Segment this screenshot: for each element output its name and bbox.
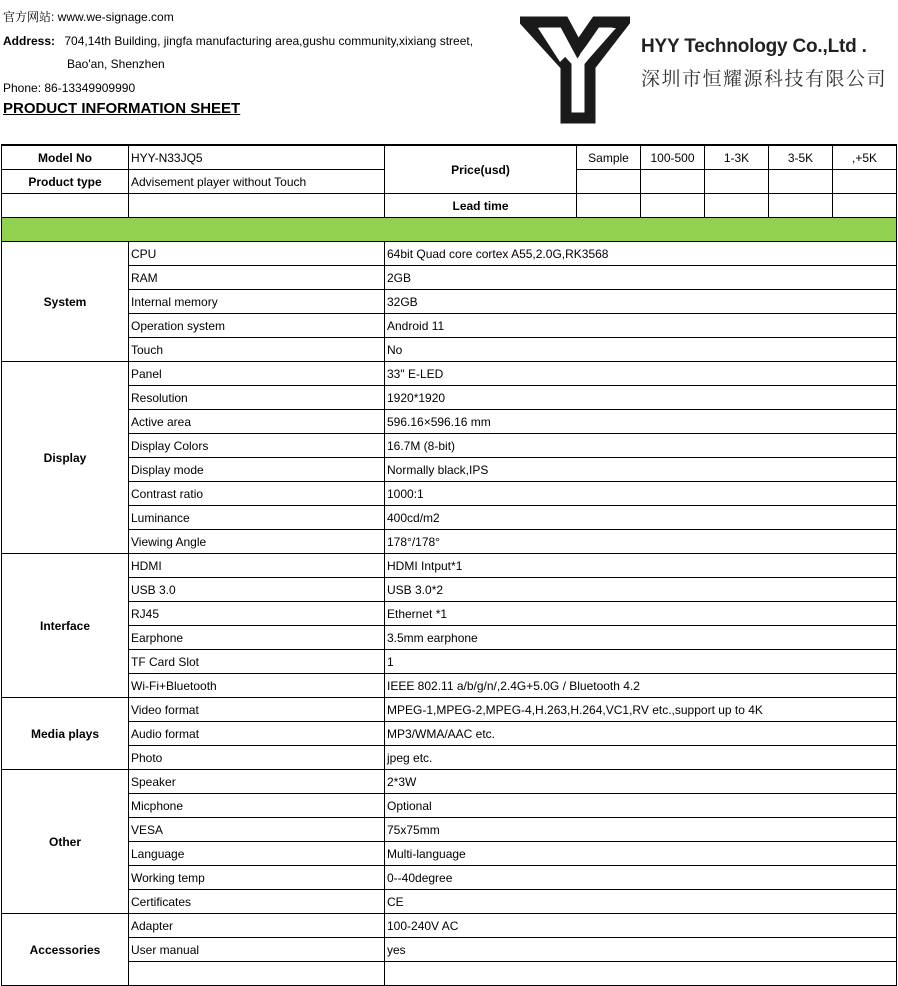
spec-row xyxy=(2,842,897,866)
spec-value: CE xyxy=(385,890,897,914)
phone-line: Phone: 86-13349909990 xyxy=(3,81,136,95)
spec-name: Panel xyxy=(129,362,385,386)
price-cell xyxy=(705,170,769,194)
spec-row xyxy=(2,962,897,986)
lead-time-cell xyxy=(769,194,833,218)
spec-row xyxy=(2,290,897,314)
spec-value: HDMI Intput*1 xyxy=(385,554,897,578)
spec-name: Video format xyxy=(129,698,385,722)
spec-category: Media plays xyxy=(2,698,129,770)
spec-name: Viewing Angle xyxy=(129,530,385,554)
spec-row xyxy=(2,770,897,794)
product-type-label: Product type xyxy=(2,170,129,194)
sheet-title: PRODUCT INFORMATION SHEET xyxy=(3,100,241,117)
spec-name: Operation system xyxy=(129,314,385,338)
spec-row xyxy=(2,674,897,698)
spec-name: Contrast ratio xyxy=(129,482,385,506)
spec-name xyxy=(129,962,385,986)
spec-row xyxy=(2,410,897,434)
spec-value: IEEE 802.11 a/b/g/n/,2.4G+5.0G / Bluetooth 4.2 xyxy=(385,674,897,698)
spec-value: MPEG-1,MPEG-2,MPEG-4,H.263,H.264,VC1,RV etc.,support up to 4K xyxy=(385,698,897,722)
spec-row xyxy=(2,314,897,338)
spec-row xyxy=(2,530,897,554)
section-divider xyxy=(2,218,897,242)
spec-row xyxy=(2,650,897,674)
model-row xyxy=(2,145,897,170)
spec-row xyxy=(2,554,897,578)
spec-name: Earphone xyxy=(129,626,385,650)
spec-value: USB 3.0*2 xyxy=(385,578,897,602)
spec-name: Resolution xyxy=(129,386,385,410)
company-name-en: HYY Technology Co.,Ltd . xyxy=(641,36,867,57)
spec-row xyxy=(2,242,897,266)
spec-row xyxy=(2,794,897,818)
lead-time-row xyxy=(2,194,897,218)
spec-category: System xyxy=(2,242,129,362)
website-link[interactable]: www.we-signage.com xyxy=(57,10,174,24)
spec-name: Working temp xyxy=(129,866,385,890)
spec-name: HDMI xyxy=(129,554,385,578)
spec-row xyxy=(2,818,897,842)
spec-name: Language xyxy=(129,842,385,866)
spec-value: Normally black,IPS xyxy=(385,458,897,482)
spec-row xyxy=(2,746,897,770)
spec-row xyxy=(2,362,897,386)
spec-value: 100-240V AC xyxy=(385,914,897,938)
spec-row xyxy=(2,602,897,626)
spec-value: Android 11 xyxy=(385,314,897,338)
spec-row xyxy=(2,434,897,458)
spec-row xyxy=(2,890,897,914)
price-cell xyxy=(577,170,641,194)
spec-row xyxy=(2,626,897,650)
price-tier-1-3k: 1-3K xyxy=(705,145,769,170)
spec-name: Adapter xyxy=(129,914,385,938)
spec-name: Certificates xyxy=(129,890,385,914)
spec-row xyxy=(2,338,897,362)
spec-row xyxy=(2,866,897,890)
lead-time-cell xyxy=(833,194,897,218)
lead-time-label: Lead time xyxy=(385,194,577,218)
spec-value: 33" E-LED xyxy=(385,362,897,386)
spec-name: CPU xyxy=(129,242,385,266)
spec-value: Multi-language xyxy=(385,842,897,866)
website-line xyxy=(3,9,174,25)
spec-row xyxy=(2,722,897,746)
address-text-1: 704,14th Building, jingfa manufacturing area,gushu community,xixiang street, xyxy=(64,34,474,48)
spec-value xyxy=(385,962,897,986)
spec-name: RJ45 xyxy=(129,602,385,626)
model-no-label: Model No xyxy=(2,145,129,170)
spec-value: 2GB xyxy=(385,266,897,290)
company-logo xyxy=(520,14,630,124)
spec-row xyxy=(2,914,897,938)
spec-value: Optional xyxy=(385,794,897,818)
spec-name: Touch xyxy=(129,338,385,362)
spec-name: Display Colors xyxy=(129,434,385,458)
spec-row xyxy=(2,506,897,530)
spec-name: User manual xyxy=(129,938,385,962)
spec-name: Photo xyxy=(129,746,385,770)
spec-name: Active area xyxy=(129,410,385,434)
spec-value: 1920*1920 xyxy=(385,386,897,410)
spec-name: Internal memory xyxy=(129,290,385,314)
spec-row xyxy=(2,386,897,410)
spec-row xyxy=(2,266,897,290)
product-type-value: Advisement player without Touch xyxy=(129,170,385,194)
empty-cell xyxy=(129,194,385,218)
spec-value: No xyxy=(385,338,897,362)
spec-value: 1000:1 xyxy=(385,482,897,506)
price-tier-3-5k: 3-5K xyxy=(769,145,833,170)
section-divider-row xyxy=(2,218,897,242)
spec-row xyxy=(2,578,897,602)
empty-cell xyxy=(2,194,129,218)
spec-value: yes xyxy=(385,938,897,962)
spec-name: TF Card Slot xyxy=(129,650,385,674)
spec-value: 596.16×596.16 mm xyxy=(385,410,897,434)
spec-name: VESA xyxy=(129,818,385,842)
spec-value: MP3/WMA/AAC etc. xyxy=(385,722,897,746)
spec-value: 0--40degree xyxy=(385,866,897,890)
spec-value: 16.7M (8-bit) xyxy=(385,434,897,458)
spec-value: 32GB xyxy=(385,290,897,314)
product-info-table xyxy=(1,144,897,986)
spec-name: USB 3.0 xyxy=(129,578,385,602)
spec-value: 3.5mm earphone xyxy=(385,626,897,650)
spec-name: Audio format xyxy=(129,722,385,746)
price-tier-100-500: 100-500 xyxy=(641,145,705,170)
spec-category: Display xyxy=(2,362,129,554)
spec-name: Display mode xyxy=(129,458,385,482)
spec-value: 75x75mm xyxy=(385,818,897,842)
address-label: Address: xyxy=(3,34,56,48)
address-line-1 xyxy=(3,33,473,49)
spec-name: Micphone xyxy=(129,794,385,818)
price-cell xyxy=(769,170,833,194)
price-label: Price(usd) xyxy=(385,145,577,194)
spec-name: Luminance xyxy=(129,506,385,530)
lead-time-cell xyxy=(641,194,705,218)
website-label: 官方网站: xyxy=(3,10,58,24)
company-name-cn: 深圳市恒耀源科技有限公司 xyxy=(641,69,888,90)
spec-value: jpeg etc. xyxy=(385,746,897,770)
spec-row xyxy=(2,938,897,962)
spec-value: 2*3W xyxy=(385,770,897,794)
spec-row xyxy=(2,458,897,482)
spec-category: Other xyxy=(2,770,129,914)
spec-row xyxy=(2,482,897,506)
spec-value: Ethernet *1 xyxy=(385,602,897,626)
lead-time-cell xyxy=(705,194,769,218)
spec-value: 1 xyxy=(385,650,897,674)
price-tier-5k-plus: ,+5K xyxy=(833,145,897,170)
spec-category: Interface xyxy=(2,554,129,698)
price-tier-sample: Sample xyxy=(577,145,641,170)
price-cell xyxy=(833,170,897,194)
spec-name: RAM xyxy=(129,266,385,290)
spec-value: 400cd/m2 xyxy=(385,506,897,530)
spec-row xyxy=(2,698,897,722)
spec-category: Accessories xyxy=(2,914,129,986)
spec-value: 64bit Quad core cortex A55,2.0G,RK3568 xyxy=(385,242,897,266)
price-cell xyxy=(641,170,705,194)
lead-time-cell xyxy=(577,194,641,218)
spec-value: 178°/178° xyxy=(385,530,897,554)
address-line-2: Bao'an, Shenzhen xyxy=(67,57,165,71)
spec-name: Speaker xyxy=(129,770,385,794)
spec-name: Wi-Fi+Bluetooth xyxy=(129,674,385,698)
model-no-value: HYY-N33JQ5 xyxy=(129,145,385,170)
